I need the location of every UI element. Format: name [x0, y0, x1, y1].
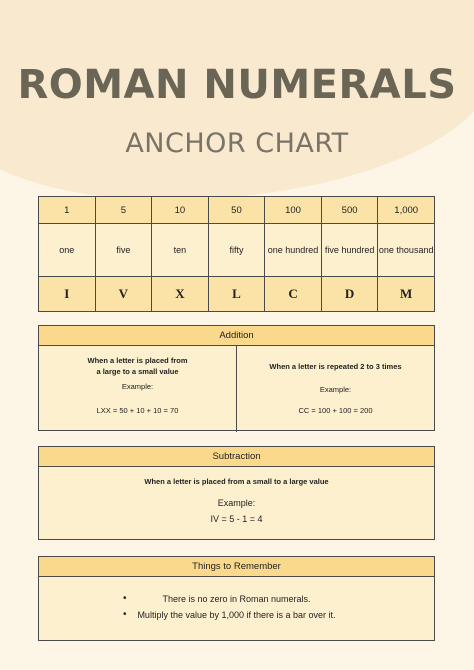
- addition-right-column: [236, 346, 434, 432]
- symbol-cell: I: [39, 277, 96, 312]
- addition-right-example: CC = 100 + 100 = 200: [298, 406, 373, 415]
- addition-left-example: LXX = 50 + 10 + 10 = 70: [96, 406, 179, 415]
- word-cell: one hundred: [265, 224, 322, 277]
- remember-item-text: Multiply the value by 1,000 if there is a bar over it.: [137, 610, 336, 620]
- words-row: [39, 224, 435, 277]
- remember-header: Things to Remember: [39, 557, 434, 577]
- addition-right-example-label: Example:: [319, 385, 352, 394]
- number-cell: 1,000: [378, 197, 435, 224]
- word-cell: five hundred: [321, 224, 378, 277]
- addition-left-rule-line2: a large to a small value: [96, 367, 179, 376]
- subtraction-rule: When a letter is placed from a small to a large value: [144, 477, 329, 486]
- symbols-row: [39, 277, 435, 312]
- remember-item: [39, 607, 434, 623]
- remember-item: [39, 591, 434, 607]
- addition-right-rule: When a letter is repeated 2 to 3 times: [269, 362, 402, 371]
- number-cell: 10: [152, 197, 209, 224]
- addition-left-rule-line1: When a letter is placed from: [87, 356, 188, 365]
- page-title: ROMAN NUMERALS: [17, 62, 457, 108]
- numbers-row: [39, 197, 435, 224]
- symbol-cell: V: [95, 277, 152, 312]
- subtraction-example-label: Example:: [217, 498, 256, 508]
- addition-section: [38, 325, 435, 431]
- number-cell: 1: [39, 197, 96, 224]
- subtraction-header: Subtraction: [39, 447, 434, 467]
- word-cell: ten: [152, 224, 209, 277]
- addition-header: Addition: [39, 326, 434, 346]
- number-cell: 50: [208, 197, 265, 224]
- word-cell: fifty: [208, 224, 265, 277]
- numerals-table: [38, 196, 435, 312]
- addition-grid: [39, 346, 434, 432]
- symbol-cell: D: [321, 277, 378, 312]
- addition-left-column: [39, 346, 236, 432]
- subtraction-example: IV = 5 - 1 = 4: [210, 514, 263, 524]
- addition-left-example-label: Example:: [121, 382, 154, 391]
- number-cell: 100: [265, 197, 322, 224]
- symbol-cell: M: [378, 277, 435, 312]
- symbol-cell: L: [208, 277, 265, 312]
- word-cell: one: [39, 224, 96, 277]
- word-cell: five: [95, 224, 152, 277]
- bullet-icon: •: [123, 593, 127, 604]
- remember-list: [39, 591, 434, 623]
- bullet-icon: •: [123, 609, 127, 620]
- symbol-cell: X: [152, 277, 209, 312]
- number-cell: 5: [95, 197, 152, 224]
- remember-item-text: There is no zero in Roman numerals.: [162, 594, 311, 604]
- remember-section: [38, 556, 435, 641]
- word-cell: one thousand: [378, 224, 435, 277]
- subtraction-section: [38, 446, 435, 540]
- symbol-cell: C: [265, 277, 322, 312]
- number-cell: 500: [321, 197, 378, 224]
- page-subtitle: ANCHOR CHART: [125, 128, 349, 159]
